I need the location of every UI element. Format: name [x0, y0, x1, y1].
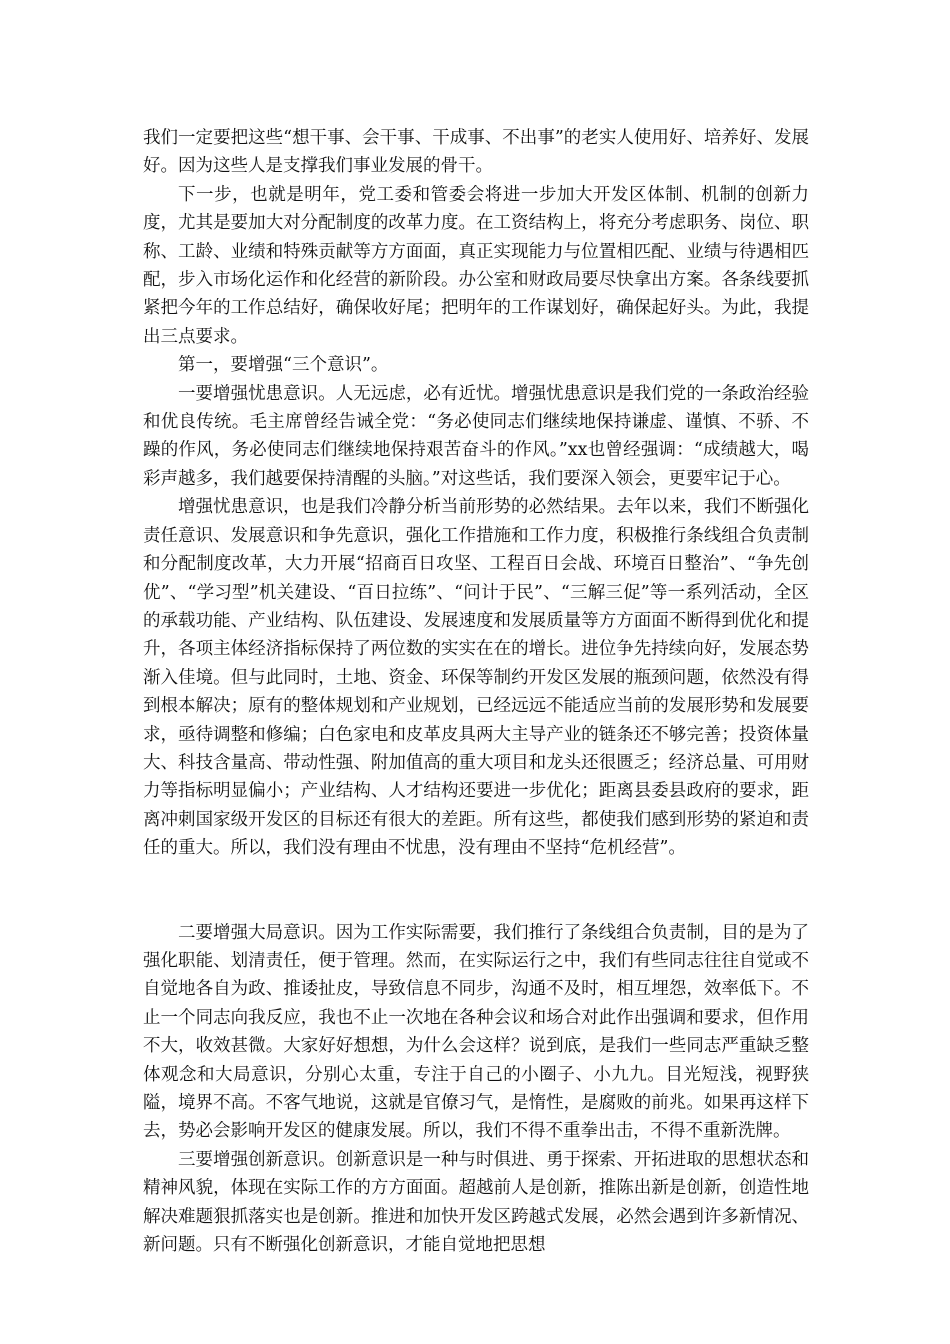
- paragraph-5: 增强忧患意识，也是我们冷静分析当前形势的必然结果。去年以来，我们不断强化责任意识、发展意识和争先意识，强化工作措施和工作力度，积极推行条线组合负责制和分配制度改革，大力开展“招商百日攻坚、工程百日会战、环境百日整治”、“争先创优”、“学习型”机关建设、“百日拉练”、“问计于民”、“三解三促”等一系列活动，全区的承载功能、产业结构、队伍建设、发展速度和发展质量等方方面面不断得到优化和提升，各项主体经济指标保持了两位数的实实在在的增长。进位争先持续向好，发展态势渐入佳境。但与此同时，土地、资金、环保等制约开发区发展的瓶颈问题，依然没有得到根本解决；原有的整体规划和产业规划，已经远远不能适应当前的发展形势和发展要求，亟待调整和修编；白色家电和皮革皮具两大主导产业的链条还不够完善；投资体量大、科技含量高、带动性强、附加值高的重大项目和龙头还很匮乏；经济总量、可用财力等指标明显偏小；产业结构、人才结构还要进一步优化；距离县委县政府的要求，距离冲刺国家级开发区的目标还有很大的差距。所有这些，都使我们感到形势的紧迫和责任的重大。所以，我们没有理由不忧患，没有理由不坚持“危机经营”。: [143, 497, 809, 859]
- paragraph-2: 下一步，也就是明年，党工委和管委会将进一步加大开发区体制、机制的创新力度，尤其是要加大对分配制度的改革力度。在工资结构上，将充分考虑职务、岗位、职称、工龄、业绩和特殊贡献等方方面面，真正实现能力与位置相匹配、业绩与待遇相匹配，步入市场化运作和化经营的新阶段。办公室和财政局要尽快拿出方案。各条线要抓紧把今年的工作总结好，确保收好尾；把明年的工作谋划好，确保起好头。为此，我提出三点要求。: [143, 184, 809, 347]
- paragraph-6: 二要增强大局意识。因为工作实际需要，我们推行了条线组合负责制，目的是为了强化职能、划清责任，便于管理。然而，在实际运行之中，我们有些同志往往自觉或不自觉地各自为政、推诿扯皮，导致信息不同步，沟通不及时，相互埋怨，效率低下。不止一个同志向我反应，我也不止一次地在各种会议和场合对此作出强调和要求，但作用不大，收效甚微。大家好好想想，为什么会这样？说到底，是我们一些同志严重缺乏整体观念和大局意识，分别心太重，专注于自己的小圈子、小九九。目光短浅，视野狭隘，境界不高。不客气地说，这就是官僚习气，是惰性，是腐败的前兆。如果再这样下去，势必会影响开发区的健康发展。所以，我们不得不重拳出击，不得不重新洗牌。: [143, 922, 809, 1142]
- document-body: [143, 124, 809, 1259]
- paragraph-gap: [143, 863, 809, 919]
- paragraph-1: 我们一定要把这些“想干事、会干事、干成事、不出事”的老实人使用好、培养好、发展好。因为这些人是支撑我们事业发展的骨干。: [143, 128, 809, 177]
- paragraph-7: 三要增强创新意识。创新意识是一种与时俱进、勇于探索、开拓进取的思想状态和精神风貌，体现在实际工作的方方面面。超越前人是创新，推陈出新是创新，创造性地解决难题狠抓落实也是创新。推进和加快开发区跨越式发展，必然会遇到许多新情况、新问题。只有不断强化创新意识，才能自觉地把思想: [143, 1149, 809, 1256]
- paragraph-3-heading: 第一，要增强“三个意识”。: [178, 355, 389, 376]
- paragraph-4: 一要增强忧患意识。人无远虑，必有近忧。增强忧患意识是我们党的一条政治经验和优良传统。毛主席曾经告诫全党：“务必使同志们继续地保持谦虚、谨慎、不骄、不躁的作风，务必使同志们继续地保持艰苦奋斗的作风。”xx也曾经强调：“成绩越大，喝彩声越多，我们越要保持清醒的头脑。”对这些话，我们要深入领会，更要牢记于心。: [143, 383, 809, 489]
